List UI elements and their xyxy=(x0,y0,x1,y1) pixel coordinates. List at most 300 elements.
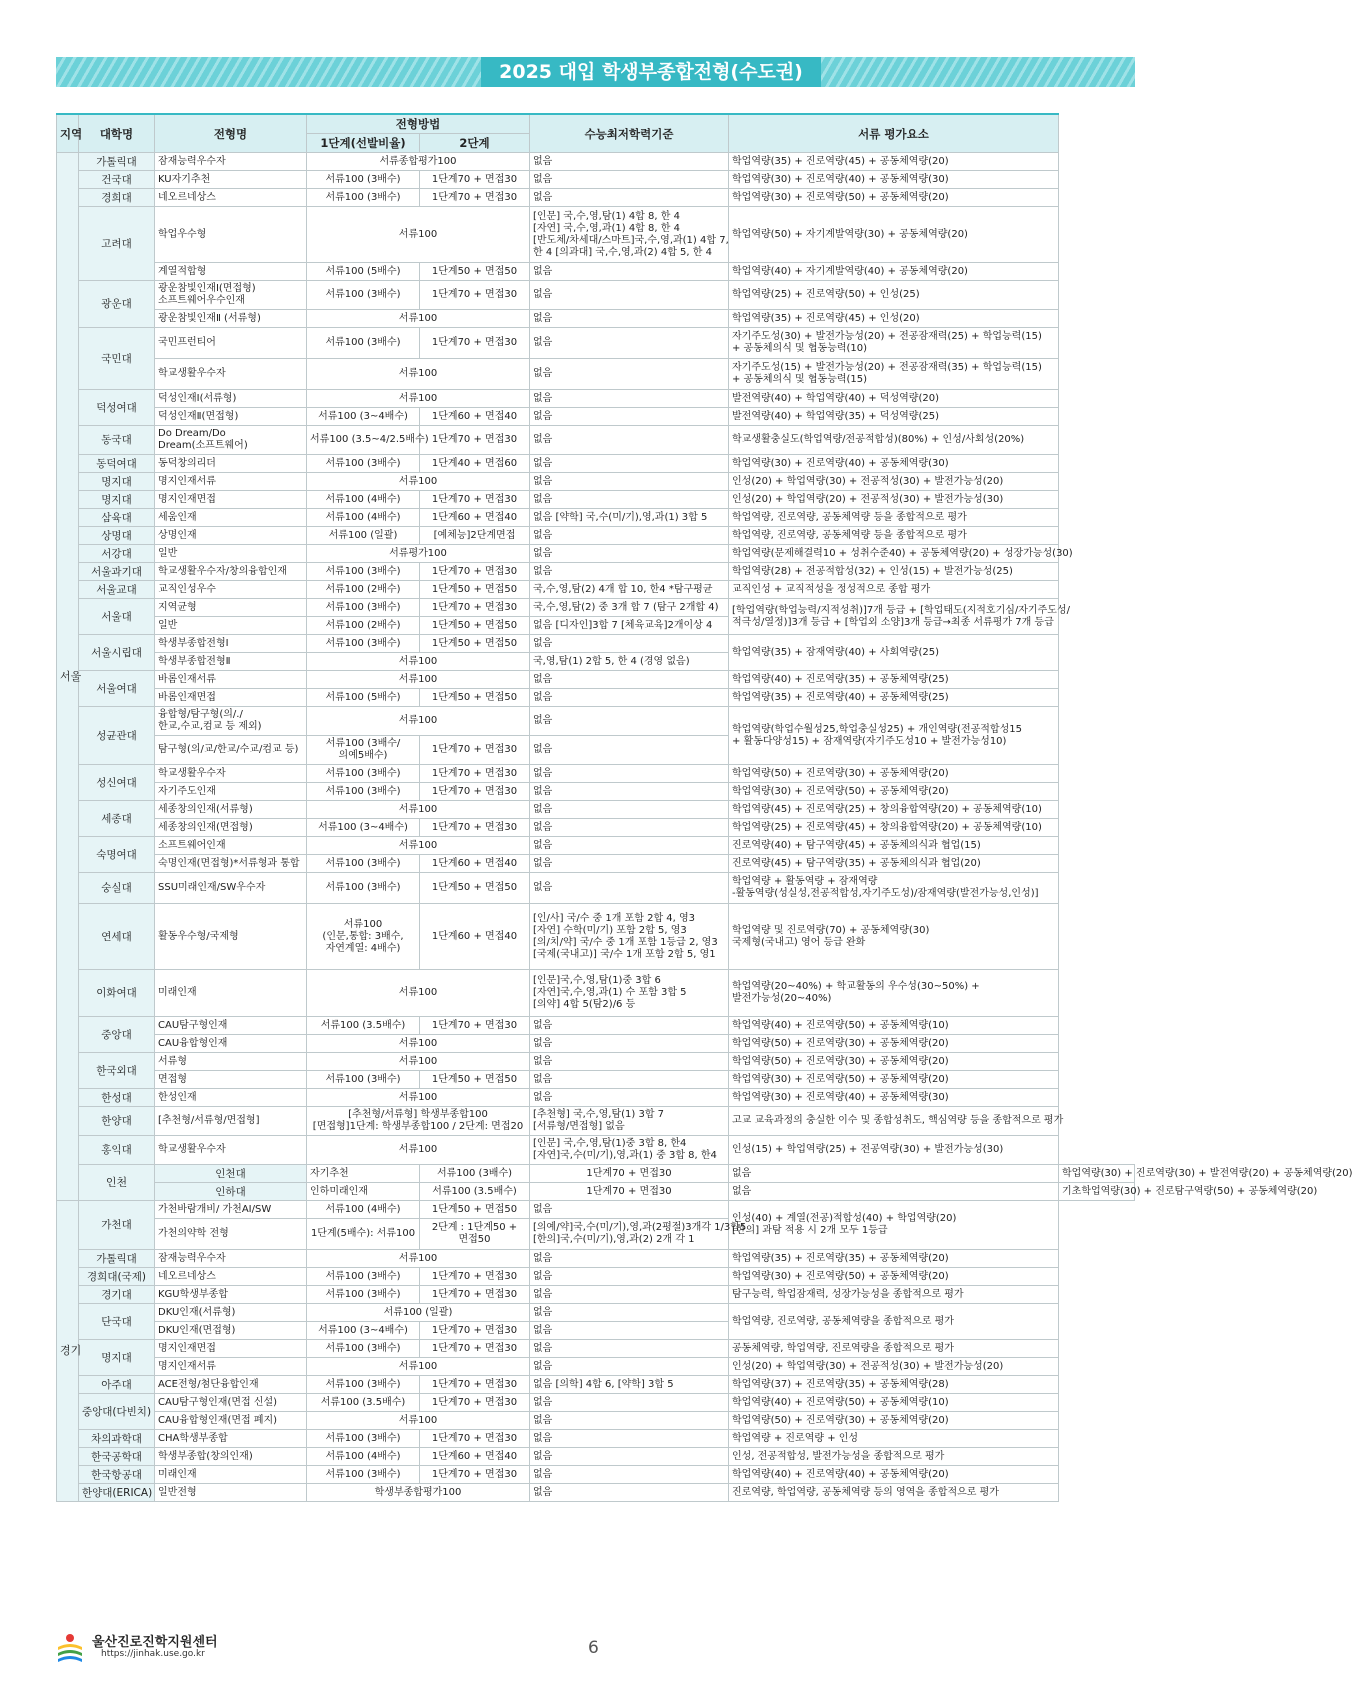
program-cell: 활동우수형/국제형 xyxy=(155,904,307,970)
stage2-cell: 1단계50 + 면접50 xyxy=(420,581,530,599)
minimum-cell: 없음 xyxy=(530,1448,729,1466)
university-cell: 단국대 xyxy=(79,1304,155,1340)
program-cell: 일반전형 xyxy=(155,1484,307,1502)
minimum-cell: 없음 xyxy=(530,359,729,390)
stage1-cell: 서류100 (3.5배수) xyxy=(420,1183,530,1201)
table-row xyxy=(57,563,1135,581)
stage1-cell: 서류100 (3배수) xyxy=(307,455,420,473)
region-cell: 인천 xyxy=(79,1165,155,1201)
university-cell: 서강대 xyxy=(79,545,155,563)
program-cell: 명지인재면접 xyxy=(155,491,307,509)
minimum-cell: 없음 xyxy=(530,765,729,783)
stage1-cell: 서류100 (2배수) xyxy=(307,581,420,599)
page-title: 2025 대입 학생부종합전형(수도권) xyxy=(481,57,821,87)
program-cell: DKU인재(서류형) xyxy=(155,1304,307,1322)
stage2-cell: 1단계50 + 면접50 xyxy=(420,873,530,904)
university-cell: 경희대(국제) xyxy=(79,1268,155,1286)
minimum-cell: 없음 xyxy=(530,1430,729,1448)
minimum-cell: 국,수,영,탐(2) 4개 합 10, 한4 *탐구평균 xyxy=(530,581,729,599)
program-cell: 미래인재 xyxy=(155,970,307,1017)
stage1-cell: 서류100 (3배수) xyxy=(307,1340,420,1358)
stage1-cell: 서류100 (3.5배수) xyxy=(307,1017,420,1035)
stage1-cell: 서류100 (3배수) xyxy=(307,328,420,359)
table-row xyxy=(57,1394,1135,1412)
university-cell: 명지대 xyxy=(79,1340,155,1376)
region-cell: 서울 xyxy=(57,153,79,1201)
evaluation-cell: 인성(20) + 학업역량(30) + 전공적성(30) + 발전가능성(20) xyxy=(729,473,1059,491)
minimum-cell: 없음 xyxy=(530,1412,729,1430)
stage2-cell: 1단계70 + 면접30 xyxy=(420,736,530,765)
stage2-cell: 1단계60 + 면접40 xyxy=(420,904,530,970)
evaluation-cell: 학업역량(25) + 진로역량(45) + 창의융합역량(20) + 공동체역량(10) xyxy=(729,819,1059,837)
table-row xyxy=(57,1250,1135,1268)
program-cell: Do Dream/Do Dream(소프트웨어) xyxy=(155,426,307,455)
minimum-cell: [인문]국,수,영,탐(1)중 3합 6 [자연]국,수,영,과(1) 수 포함 3합 5 [의약] 4합 5(탐2)/6 등 xyxy=(530,970,729,1017)
university-cell: 차의과학대 xyxy=(79,1430,155,1448)
program-cell: 명지인재면접 xyxy=(155,1340,307,1358)
program-cell: 서류형 xyxy=(155,1053,307,1071)
minimum-cell: 없음 xyxy=(530,1484,729,1502)
university-cell: 건국대 xyxy=(79,171,155,189)
program-cell: 잠재능력우수자 xyxy=(155,1250,307,1268)
program-cell: 한성인재 xyxy=(155,1089,307,1107)
method-cell: 서류100 xyxy=(307,837,530,855)
table-row xyxy=(57,801,1135,819)
table-row xyxy=(57,635,1135,653)
stage1-cell: 서류100 (4배수) xyxy=(307,1201,420,1219)
evaluation-cell: 학업역량(30) + 진로역량(40) + 공동체역량(30) xyxy=(729,455,1059,473)
minimum-cell: 없음 xyxy=(530,153,729,171)
minimum-cell: 없음 xyxy=(530,171,729,189)
program-cell: 바롬인재면접 xyxy=(155,689,307,707)
evaluation-cell: 자기주도성(15) + 발전가능성(20) + 전공잠재력(35) + 학업능력(15) + 공동체의식 및 협동능력(15) xyxy=(729,359,1059,390)
university-cell: 명지대 xyxy=(79,473,155,491)
stage1-cell: 서류100 (3~4배수) xyxy=(307,1322,420,1340)
table-row xyxy=(57,1268,1135,1286)
program-cell: DKU인재(면접형) xyxy=(155,1322,307,1340)
table-row xyxy=(57,904,1135,970)
program-cell: 융합형/탐구형(의/./ 한교,수교,컴교 등 제외) xyxy=(155,707,307,736)
program-cell: 명지인재서류 xyxy=(155,1358,307,1376)
university-cell: 동덕여대 xyxy=(79,455,155,473)
table-row xyxy=(57,1340,1135,1358)
university-cell: 한국항공대 xyxy=(79,1466,155,1484)
program-cell: SSU미래인재/SW우수자 xyxy=(155,873,307,904)
header-evaluation: 서류 평가요소 xyxy=(729,114,1059,153)
method-cell: 서류100 xyxy=(307,207,530,263)
program-cell: 국민프런티어 xyxy=(155,328,307,359)
stage2-cell: 1단계70 + 면접30 xyxy=(420,1268,530,1286)
evaluation-cell: 공동체역량, 학업역량, 진로역량을 종합적으로 평가 xyxy=(729,1340,1059,1358)
stage2-cell: 1단계50 + 면접50 xyxy=(420,689,530,707)
evaluation-cell: 학업역량(25) + 진로역량(50) + 인성(25) xyxy=(729,281,1059,310)
table-row xyxy=(57,1183,1135,1201)
table-row xyxy=(57,873,1135,904)
evaluation-cell: 학업역량(50) + 진로역량(30) + 공동체역량(20) xyxy=(729,1412,1059,1430)
page-number: 6 xyxy=(588,1638,599,1658)
program-cell: 세종창의인재(면접형) xyxy=(155,819,307,837)
minimum-cell: 없음 [디자인]3합 7 [체육교육]2개이상 4 xyxy=(530,617,729,635)
program-cell: 학업우수형 xyxy=(155,207,307,263)
table-row xyxy=(57,545,1135,563)
evaluation-cell: 인성(20) + 학업역량(30) + 전공적성(30) + 발전가능성(20) xyxy=(729,1358,1059,1376)
table-row xyxy=(57,1430,1135,1448)
evaluation-cell: 학업역량, 진로역량, 공동체역량 등을 종합적으로 평가 xyxy=(729,527,1059,545)
evaluation-cell: 학업역량(35) + 진로역량(45) + 공동체역량(20) xyxy=(729,153,1059,171)
minimum-cell: 없음 xyxy=(530,1017,729,1035)
stage1-cell: 서류100 (3배수) xyxy=(307,1466,420,1484)
method-cell: 서류100 xyxy=(307,359,530,390)
university-cell: 서울교대 xyxy=(79,581,155,599)
stage2-cell: 1단계70 + 면접30 xyxy=(420,1286,530,1304)
evaluation-cell: 학업역량(40) + 자기계발역량(40) + 공동체역량(20) xyxy=(729,263,1059,281)
method-cell: 서류100 xyxy=(307,801,530,819)
method-cell: 학생부종합평가100 xyxy=(307,1484,530,1502)
stage2-cell: 1단계70 + 면접30 xyxy=(420,189,530,207)
stage1-cell: 1단계(5배수): 서류100 xyxy=(307,1219,420,1250)
evaluation-cell: 학업역량(28) + 전공적합성(32) + 인성(15) + 발전가능성(25) xyxy=(729,563,1059,581)
table-row xyxy=(57,1448,1135,1466)
minimum-cell: 없음 xyxy=(530,281,729,310)
program-cell: 광운참빛인재Ⅱ (서류형) xyxy=(155,310,307,328)
minimum-cell: 없음 xyxy=(530,473,729,491)
evaluation-cell: 학업역량 및 진로역량(70) + 공동체역량(30) 국제형(국내고) 영어 등급 완화 xyxy=(729,904,1059,970)
minimum-cell: 없음 xyxy=(530,1250,729,1268)
stage1-cell: 서류100 (3배수) xyxy=(307,171,420,189)
stage2-cell: 1단계70 + 면접30 xyxy=(420,1376,530,1394)
stage2-cell: 1단계70 + 면접30 xyxy=(420,1322,530,1340)
university-cell: 광운대 xyxy=(79,281,155,328)
stage1-cell: 서류100 (3배수) xyxy=(307,765,420,783)
stage2-cell: 1단계60 + 면접40 xyxy=(420,509,530,527)
evaluation-cell: 학업역량(37) + 진로역량(35) + 공동체역량(28) xyxy=(729,1376,1059,1394)
minimum-cell: 없음 xyxy=(530,1268,729,1286)
minimum-cell: 없음 xyxy=(530,1035,729,1053)
stage1-cell: 서류100 (4배수) xyxy=(307,509,420,527)
stage2-cell: 1단계50 + 면접50 xyxy=(420,1201,530,1219)
program-cell: 학교생활우수자 xyxy=(155,359,307,390)
minimum-cell: 없음 xyxy=(530,1466,729,1484)
minimum-cell: [인문] 국,수,영,탐(1) 4합 8, 한 4 [자연] 국,수,영,과(1) 4합 8, 한 4 [반도체/차세대/스마트]국,수,영,과(1) 4합 7, 한 4 [의과대] 국,수,영,과(2) 4합 5, 한 4 xyxy=(530,207,729,263)
minimum-cell: 없음 xyxy=(530,671,729,689)
program-cell: 지역균형 xyxy=(155,599,307,617)
table-row xyxy=(57,1358,1135,1376)
program-cell: 자기추천 xyxy=(307,1165,420,1183)
stage2-cell: 1단계40 + 면접60 xyxy=(420,455,530,473)
evaluation-cell: 인성(20) + 학업역량(20) + 전공적성(30) + 발전가능성(30) xyxy=(729,491,1059,509)
minimum-cell: 없음 xyxy=(530,736,729,765)
footer-url[interactable]: https://jinhak.use.go.kr xyxy=(101,1649,205,1659)
minimum-cell: 없음 xyxy=(530,873,729,904)
stage2-cell: 1단계70 + 면접30 xyxy=(420,819,530,837)
program-cell: CAU탐구형인재(면접 신설) xyxy=(155,1394,307,1412)
method-cell: 서류100 xyxy=(307,310,530,328)
program-cell: 네오르네상스 xyxy=(155,189,307,207)
program-cell: 자기주도인재 xyxy=(155,783,307,801)
university-cell: 명지대 xyxy=(79,491,155,509)
evaluation-cell: 학업역량(문제해결력10 + 성취수준40) + 공동체역량(20) + 성장가능성(30) xyxy=(729,545,1059,563)
table-row xyxy=(57,1089,1135,1107)
minimum-cell: 없음 xyxy=(530,707,729,736)
stage1-cell: 서류100 (2배수) xyxy=(307,617,420,635)
stage2-cell: 1단계70 + 면접30 xyxy=(530,1165,729,1183)
evaluation-cell: 학업역량(45) + 진로역량(25) + 창의융합역량(20) + 공동체역량(10) xyxy=(729,801,1059,819)
program-cell: 학생부종합(창의인재) xyxy=(155,1448,307,1466)
university-cell: 국민대 xyxy=(79,328,155,390)
admissions-table xyxy=(56,113,1353,1502)
stage2-cell: 1단계70 + 면접30 xyxy=(420,281,530,310)
stage2-cell: 1단계70 + 면접30 xyxy=(420,328,530,359)
university-cell: 홍익대 xyxy=(79,1136,155,1165)
evaluation-cell: 학업역량(40) + 진로역량(50) + 공동체역량(10) xyxy=(729,1394,1059,1412)
method-cell: 서류100 xyxy=(307,1136,530,1165)
program-cell: 가천바람개비/ 가천AI/SW xyxy=(155,1201,307,1219)
minimum-cell: 없음 xyxy=(530,189,729,207)
stage1-cell: 서류100 (3배수) xyxy=(307,281,420,310)
table-row xyxy=(57,1484,1135,1502)
university-cell: 인하대 xyxy=(155,1183,307,1201)
stage2-cell: 1단계70 + 면접30 xyxy=(420,765,530,783)
minimum-cell: 국,영,탐(1) 2합 5, 한 4 (경영 없음) xyxy=(530,653,729,671)
minimum-cell: 없음 xyxy=(530,1322,729,1340)
stage1-cell: 서류100 (3배수) xyxy=(307,855,420,873)
method-cell: 서류100 xyxy=(307,970,530,1017)
stage1-cell: 서류100 (인문,통합: 3배수, 자연계열: 4배수) xyxy=(307,904,420,970)
stage1-cell: 서류100 (3배수) xyxy=(307,1376,420,1394)
table-row xyxy=(57,1412,1135,1430)
stage2-cell: 1단계70 + 면접30 xyxy=(420,783,530,801)
program-cell: CAU융합형인재(면접 폐지) xyxy=(155,1412,307,1430)
table-row xyxy=(57,207,1135,263)
table-row xyxy=(57,1017,1135,1035)
evaluation-cell: 학업역량(40) + 진로역량(35) + 공동체역량(25) xyxy=(729,671,1059,689)
stage2-cell: 1단계60 + 면접40 xyxy=(420,855,530,873)
stage1-cell: 서류100 (4배수) xyxy=(307,1448,420,1466)
evaluation-cell: 인성, 전공적합성, 발전가능성을 종합적으로 평가 xyxy=(729,1448,1059,1466)
evaluation-cell: 인성(40) + 계열(전공)적합성(40) + 학업역량(20) [한의] 과탐 적용 시 2개 모두 1등급 xyxy=(729,1201,1059,1250)
stage1-cell: 서류100 (3배수) xyxy=(307,1071,420,1089)
program-cell: 일반 xyxy=(155,545,307,563)
evaluation-cell: 학업역량(35) + 진로역량(45) + 인성(20) xyxy=(729,310,1059,328)
minimum-cell: 없음 xyxy=(530,310,729,328)
evaluation-cell: 인성(15) + 학업역량(25) + 전공역량(30) + 발전가능성(30) xyxy=(729,1136,1059,1165)
university-cell: 서울여대 xyxy=(79,671,155,707)
university-cell: 숭실대 xyxy=(79,873,155,904)
minimum-cell: 없음 xyxy=(530,426,729,455)
stage2-cell: 1단계60 + 면접40 xyxy=(420,1448,530,1466)
table-row xyxy=(57,855,1135,873)
minimum-cell: 없음 xyxy=(530,491,729,509)
stage2-cell: 1단계70 + 면접30 xyxy=(420,563,530,581)
minimum-cell: 없음 xyxy=(530,328,729,359)
program-cell: 세움인재 xyxy=(155,509,307,527)
minimum-cell: [인문] 국,수,영,탐(1)중 3합 8, 한4 [자연]국,수(미/기),영,과(1) 중 3합 8, 한4 xyxy=(530,1136,729,1165)
minimum-cell: [인/사] 국/수 중 1개 포함 2합 4, 영3 [자연] 수학(미/기) 포함 2합 5, 영3 [의/치/약] 국/수 중 1개 포함 1등급 2, 영3 [국제(국내고)] 국/수 1개 포함 2합 5, 영1 xyxy=(530,904,729,970)
evaluation-cell: 발전역량(40) + 학업역량(40) + 덕성역량(20) xyxy=(729,390,1059,408)
stage2-cell: 1단계60 + 면접40 xyxy=(420,408,530,426)
header-minimum: 수능최저학력기준 xyxy=(530,114,729,153)
stage2-cell: 1단계70 + 면접30 xyxy=(420,1466,530,1484)
evaluation-cell: 학업역량(50) + 진로역량(30) + 공동체역량(20) xyxy=(729,1035,1059,1053)
header-university: 대학명 xyxy=(79,114,155,153)
stage1-cell: 서류100 (일괄) xyxy=(307,527,420,545)
program-cell: 숙명인재(면접형)*서류형과 통합 xyxy=(155,855,307,873)
evaluation-cell: 학업역량(35) + 진로역량(35) + 공동체역량(20) xyxy=(729,1250,1059,1268)
footer-title: 울산진로진학지원센터 xyxy=(92,1635,218,1650)
evaluation-cell: 학업역량(30) + 진로역량(40) + 공동체역량(30) xyxy=(729,1089,1059,1107)
minimum-cell: 없음 xyxy=(729,1183,1059,1201)
university-cell: 한양대 xyxy=(79,1107,155,1136)
program-cell: 덕성인재Ⅰ(서류형) xyxy=(155,390,307,408)
method-cell: 서류100 xyxy=(307,1089,530,1107)
evaluation-cell: 발전역량(40) + 학업역량(35) + 덕성역량(25) xyxy=(729,408,1059,426)
program-cell: 일반 xyxy=(155,617,307,635)
table-row xyxy=(57,359,1135,390)
university-cell: 중앙대 xyxy=(79,1017,155,1053)
stage2-cell: 1단계70 + 면접30 xyxy=(420,599,530,617)
table-row xyxy=(57,707,1135,736)
program-cell: KGU학생부종합 xyxy=(155,1286,307,1304)
program-cell: 학생부종합전형Ⅱ xyxy=(155,653,307,671)
method-cell: 서류100 xyxy=(307,1358,530,1376)
table-row xyxy=(57,310,1135,328)
program-cell: 학생부종합전형Ⅰ xyxy=(155,635,307,653)
stage2-cell: 1단계70 + 면접30 xyxy=(420,491,530,509)
method-cell: 서류100 xyxy=(307,1035,530,1053)
program-cell: ACE전형/첨단융합인재 xyxy=(155,1376,307,1394)
minimum-cell: 없음 xyxy=(530,408,729,426)
evaluation-cell: 학업역량(40) + 진로역량(50) + 공동체역량(10) xyxy=(729,1017,1059,1035)
table-row xyxy=(57,765,1135,783)
minimum-cell: 없음 xyxy=(530,1394,729,1412)
stage1-cell: 서류100 (3배수) xyxy=(420,1165,530,1183)
stage1-cell: 서류100 (3배수/ 의예5배수) xyxy=(307,736,420,765)
table-row xyxy=(57,1201,1135,1219)
program-cell: 잠재능력우수자 xyxy=(155,153,307,171)
minimum-cell: [의예/약]국,수(미/기),영,과(2평절)3개각 1/3합5 [한의]국,수(미/기),영,과(2) 2개 각 1 xyxy=(530,1219,729,1250)
evaluation-cell: 기초학업역량(30) + 진로탐구역량(50) + 공동체역량(20) xyxy=(1059,1183,1135,1201)
method-cell: 서류100 xyxy=(307,1053,530,1071)
table-row xyxy=(57,408,1135,426)
stage2-cell: [예체능]2단계면접 xyxy=(420,527,530,545)
evaluation-cell: 진로역량(40) + 탐구역량(45) + 공동체의식과 협업(15) xyxy=(729,837,1059,855)
stage2-cell: 1단계70 + 면접30 xyxy=(530,1183,729,1201)
university-cell: 성신여대 xyxy=(79,765,155,801)
stage2-cell: 1단계70 + 면접30 xyxy=(420,426,530,455)
evaluation-cell: 학업역량(40) + 진로역량(40) + 공동체역량(20) xyxy=(729,1466,1059,1484)
evaluation-cell: 학업역량(30) + 진로역량(50) + 공동체역량(20) xyxy=(729,189,1059,207)
minimum-cell: 없음 xyxy=(530,563,729,581)
table-row xyxy=(57,1107,1135,1136)
evaluation-cell: 학업역량 + 진로역량 + 인성 xyxy=(729,1430,1059,1448)
method-cell: 서류100 xyxy=(307,473,530,491)
university-cell: 서울대 xyxy=(79,599,155,635)
table-row xyxy=(57,390,1135,408)
university-cell: 숙명여대 xyxy=(79,837,155,873)
stage1-cell: 서류100 (3배수) xyxy=(307,599,420,617)
program-cell: 탐구형(의/교/한교/수교/컴교 등) xyxy=(155,736,307,765)
table-row xyxy=(57,1466,1135,1484)
table-row xyxy=(57,473,1135,491)
university-cell: 고려대 xyxy=(79,207,155,281)
evaluation-cell: 학업역량(35) + 진로역량(40) + 공동체역량(25) xyxy=(729,689,1059,707)
table-row xyxy=(57,1053,1135,1071)
method-cell: 서류100 xyxy=(307,1250,530,1268)
evaluation-cell: 고교 교육과정의 충실한 이수 및 종합성취도, 핵심역량 등을 종합적으로 평가 xyxy=(729,1107,1059,1136)
evaluation-cell: 진로역량, 학업역량, 공동체역량 등의 영역을 종합적으로 평가 xyxy=(729,1484,1059,1502)
stage1-cell: 서류100 (3배수) xyxy=(307,1430,420,1448)
table-body xyxy=(57,153,1353,1502)
stage2-cell: 1단계50 + 면접50 xyxy=(420,635,530,653)
program-cell: 면접형 xyxy=(155,1071,307,1089)
university-cell: 서울시립대 xyxy=(79,635,155,671)
university-cell: 경기대 xyxy=(79,1286,155,1304)
table-row xyxy=(57,153,1135,171)
stage2-cell: 1단계70 + 면접30 xyxy=(420,1394,530,1412)
evaluation-cell: 학업역량(50) + 진로역량(30) + 공동체역량(20) xyxy=(729,1053,1059,1071)
stage1-cell: 서류100 (3~4배수) xyxy=(307,819,420,837)
university-cell: 세종대 xyxy=(79,801,155,837)
evaluation-cell: 학교생활충실도(학업역량/전공적합성)(80%) + 인성/사회성(20%) xyxy=(729,426,1059,455)
university-cell: 가톨릭대 xyxy=(79,1250,155,1268)
evaluation-cell: 학업역량(30) + 진로역량(50) + 공동체역량(20) xyxy=(729,1268,1059,1286)
program-cell: 상명인재 xyxy=(155,527,307,545)
method-cell: 서류100 xyxy=(307,390,530,408)
method-cell: 서류100 xyxy=(307,653,530,671)
program-cell: 학교생활우수자/창의융합인재 xyxy=(155,563,307,581)
university-cell: 성균관대 xyxy=(79,707,155,765)
table-row xyxy=(57,1286,1135,1304)
program-cell: CAU탐구형인재 xyxy=(155,1017,307,1035)
header-region: 지역 xyxy=(57,114,79,153)
program-cell: CHA학생부종합 xyxy=(155,1430,307,1448)
minimum-cell: 없음 [약학] 국,수(미/기),영,과(1) 3합 5 xyxy=(530,509,729,527)
stage1-cell: 서류100 (3.5배수) xyxy=(307,1394,420,1412)
university-cell: 아주대 xyxy=(79,1376,155,1394)
table-row xyxy=(57,689,1135,707)
minimum-cell: 없음 xyxy=(530,263,729,281)
program-cell: 가천의약학 전형 xyxy=(155,1219,307,1250)
program-cell: 학교생활우수자 xyxy=(155,1136,307,1165)
table-row xyxy=(57,1376,1135,1394)
university-cell: 한성대 xyxy=(79,1089,155,1107)
stage2-cell: 1단계70 + 면접30 xyxy=(420,171,530,189)
minimum-cell: 없음 xyxy=(530,1053,729,1071)
program-cell: 학교생활우수자 xyxy=(155,765,307,783)
stage1-cell: 서류100 (3배수) xyxy=(307,873,420,904)
minimum-cell: 없음 xyxy=(530,455,729,473)
stage1-cell: 서류100 (5배수) xyxy=(307,689,420,707)
program-cell: 바롬인재서류 xyxy=(155,671,307,689)
minimum-cell: 없음 xyxy=(530,783,729,801)
program-cell: 소프트웨어인재 xyxy=(155,837,307,855)
stage1-cell: 서류100 (3.5~4/2.5배수) xyxy=(307,426,420,455)
evaluation-cell: 학업역량(50) + 자기계발역량(30) + 공동체역량(20) xyxy=(729,207,1059,263)
minimum-cell: 없음 xyxy=(530,855,729,873)
method-cell: 서류100 (일괄) xyxy=(307,1304,530,1322)
university-cell: 상명대 xyxy=(79,527,155,545)
program-cell: 계열적합형 xyxy=(155,263,307,281)
method-cell: 서류종합평가100 xyxy=(307,153,530,171)
program-cell: 네오르네상스 xyxy=(155,1268,307,1286)
evaluation-cell: 학업역량(35) + 잠재역량(40) + 사회역량(25) xyxy=(729,635,1059,671)
table-row xyxy=(57,455,1135,473)
program-cell: 교직인성우수 xyxy=(155,581,307,599)
minimum-cell: 없음 xyxy=(729,1165,1059,1183)
minimum-cell: 없음 xyxy=(530,545,729,563)
stage1-cell: 서류100 (3~4배수) xyxy=(307,408,420,426)
minimum-cell: 없음 xyxy=(530,527,729,545)
